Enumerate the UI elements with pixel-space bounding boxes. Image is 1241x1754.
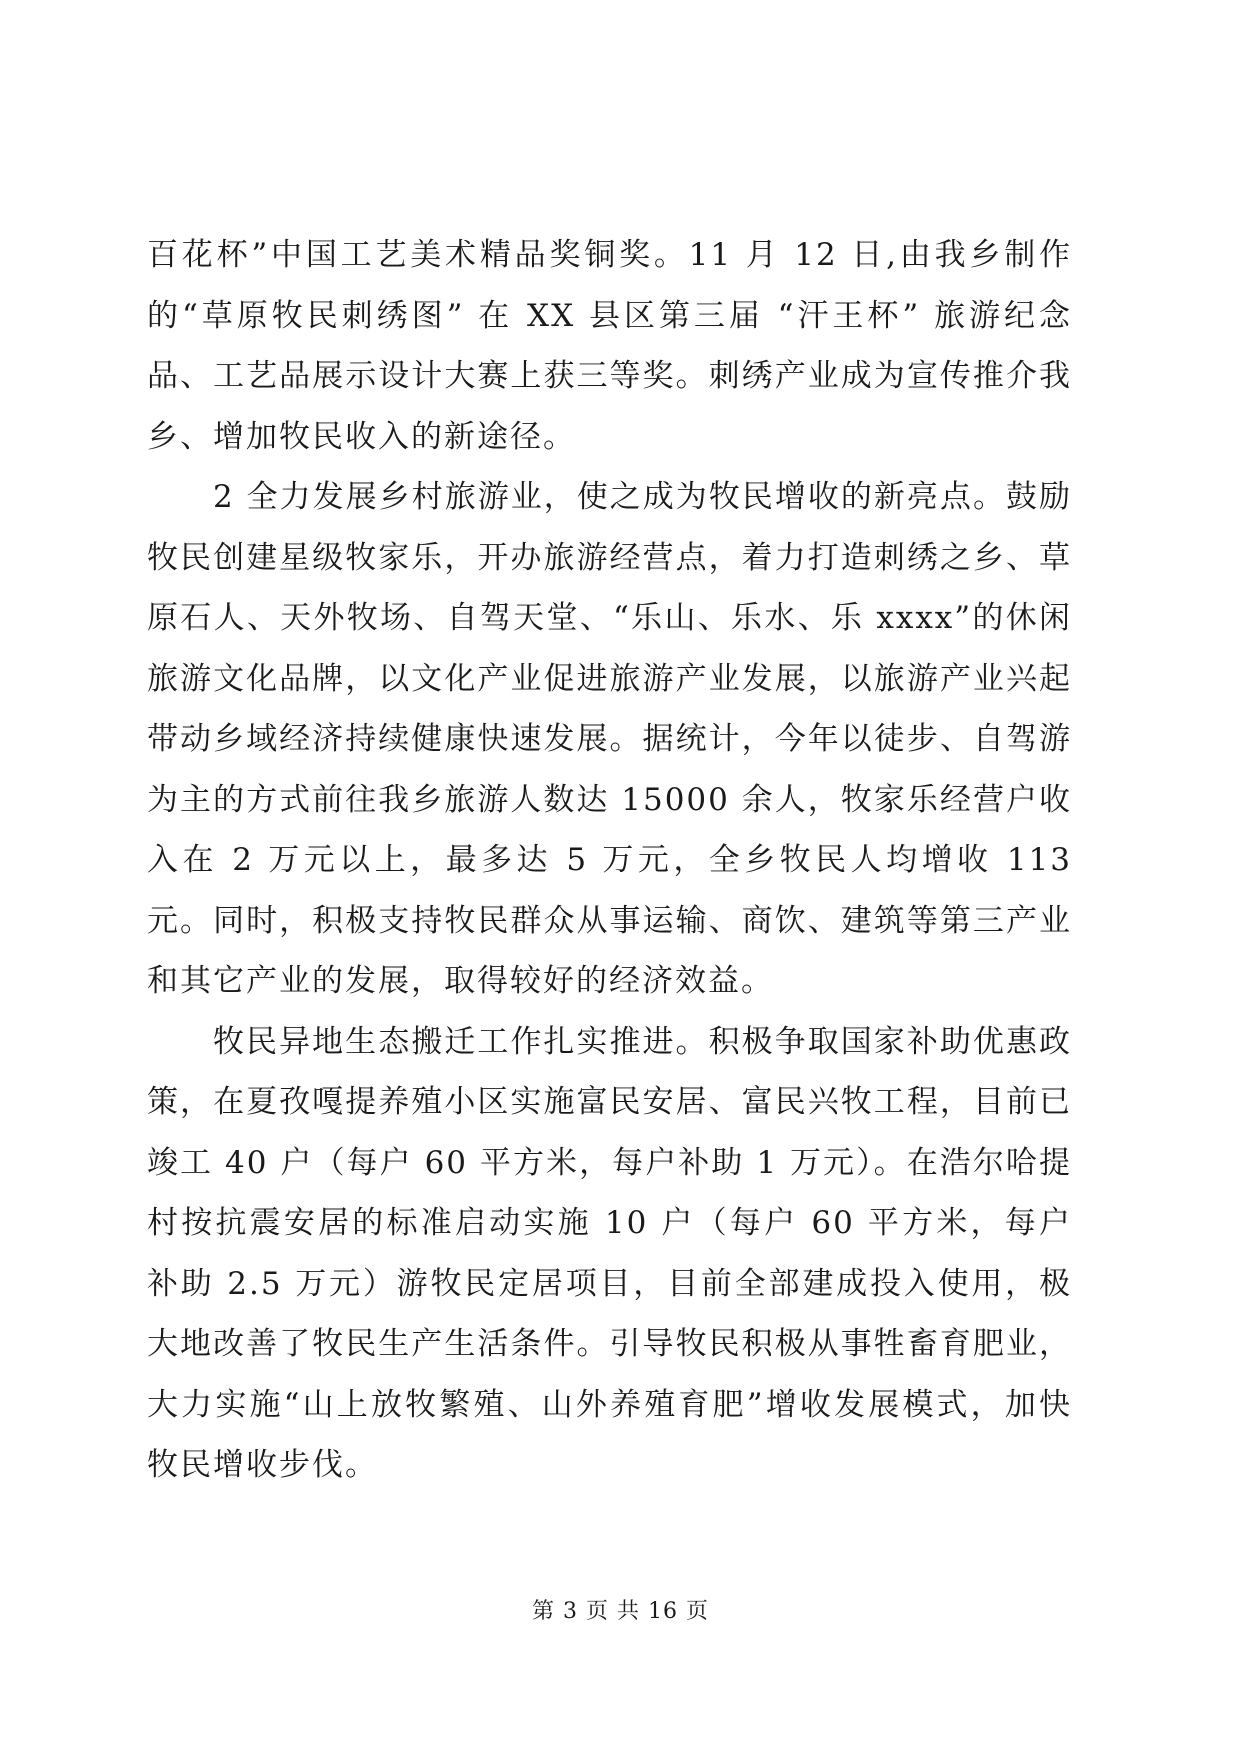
document-body — [147, 225, 1072, 1496]
paragraph-ecological-relocation: 牧民异地生态搬迁工作扎实推进。积极争取国家补助优惠政策，在夏孜嘎提养殖小区实施富民安居、富民兴牧工程，目前已竣工 40 户（每户 60 平方米，每户补助 1 万元）。在浩尔哈提村按抗震安居的标准启动实施 10 户（每户 60 平方米，每户补助 2.5 万元）游牧民定居项目，目前全部建成投入使用，极大地改善了牧民生产生活条件。引导牧民积极从事牲畜育肥业，大力实施“山上放牧繁殖、山外养殖育肥”增收发展模式，加快牧民增收步伐。 — [147, 1023, 1072, 1483]
page-number-footer: 第 3 页 共 16 页 — [532, 1599, 709, 1624]
paragraph-embroidery-awards: 百花杯”中国工艺美术精品奖铜奖。11 月 12 日,由我乡制作的“草原牧民刺绣图” 在 XX 县区第三届 “汗王杯” 旅游纪念品、工艺品展示设计大赛上获三等奖。刺绣产业成为宣传推介我乡、增加牧民收入的新途径。 — [147, 237, 1072, 455]
paragraph-rural-tourism: 2 全力发展乡村旅游业，使之成为牧民增收的新亮点。鼓励牧民创建星级牧家乐，开办旅游经营点，着力打造刺绣之乡、草原石人、天外牧场、自驾天堂、“乐山、乐水、乐 xxxx”的休闲旅游文化品牌，以文化产业促进旅游产业发展，以旅游产业兴起带动乡域经济持续健康快速发展。据统计，今年以徒步、自驾游为主的方式前往我乡旅游人数达 15000 余人，牧家乐经营户收入在 2 万元以上，最多达 5 万元，全乡牧民人均增收 113 元。同时，积极支持牧民群众从事运输、商饮、建筑等第三产业和其它产业的发展，取得较好的经济效益。 — [147, 479, 1072, 999]
